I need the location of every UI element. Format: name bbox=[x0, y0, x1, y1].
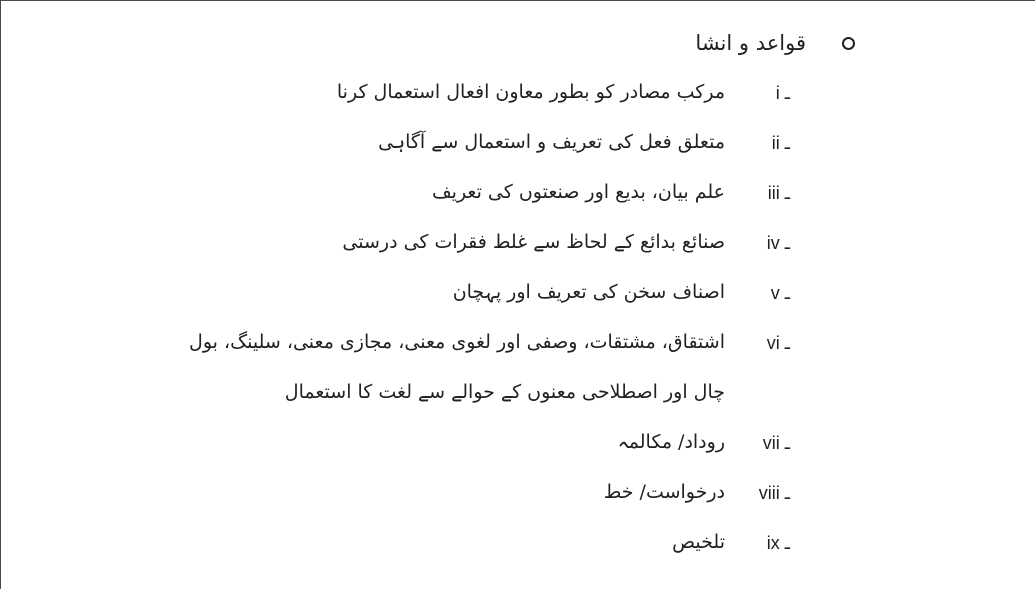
list-marker: ii ـ bbox=[771, 133, 790, 153]
list-marker: vii ـ bbox=[762, 433, 790, 453]
list-marker: iv ـ bbox=[766, 233, 790, 253]
list-item bbox=[0, 423, 1035, 473]
list-item-text: اصناف سخن کی تعریف اور پہچان bbox=[452, 281, 725, 303]
list-item-text: درخواست/ خط bbox=[603, 481, 725, 503]
list-marker: v ـ bbox=[770, 283, 790, 303]
list-item bbox=[0, 123, 1035, 173]
list-item bbox=[0, 323, 1035, 423]
list-marker: viii ـ bbox=[758, 483, 790, 503]
list-marker: i ـ bbox=[775, 83, 790, 103]
list-marker: iii ـ bbox=[767, 183, 790, 203]
list-item-text: تلخیص bbox=[672, 531, 725, 553]
list-item-text: صنائع بدائع کے لحاظ سے غلط فقرات کی درستی bbox=[342, 231, 725, 253]
list-item-text: روداد/ مکالمہ bbox=[617, 431, 725, 453]
list-item bbox=[0, 73, 1035, 123]
objectives-list bbox=[0, 73, 1035, 573]
list-item bbox=[0, 273, 1035, 323]
list-item-text: متعلق فعل کی تعریف و استعمال سے آگاہی bbox=[378, 131, 725, 153]
list-marker: ix ـ bbox=[766, 533, 790, 553]
circle-bullet-icon bbox=[842, 37, 855, 50]
list-item-text: علم بیان، بدیع اور صنعتوں کی تعریف bbox=[431, 181, 725, 203]
section-heading bbox=[695, 23, 855, 63]
section-title: قواعد و انشا bbox=[695, 31, 806, 55]
list-item-text: اشتقاق، مشتقات، وصفی اور لغوی معنی، مجازی معنی، سلینگ، بول چال اور اصطلاحی معنوں کے حوالے سے لغت کا استعمال bbox=[189, 331, 725, 403]
list-item bbox=[0, 173, 1035, 223]
list-item bbox=[0, 223, 1035, 273]
list-item-text: مرکب مصادر کو بطور معاون افعال استعمال کرنا bbox=[336, 81, 725, 103]
list-item bbox=[0, 523, 1035, 573]
list-item bbox=[0, 473, 1035, 523]
list-marker: vi ـ bbox=[766, 333, 790, 353]
